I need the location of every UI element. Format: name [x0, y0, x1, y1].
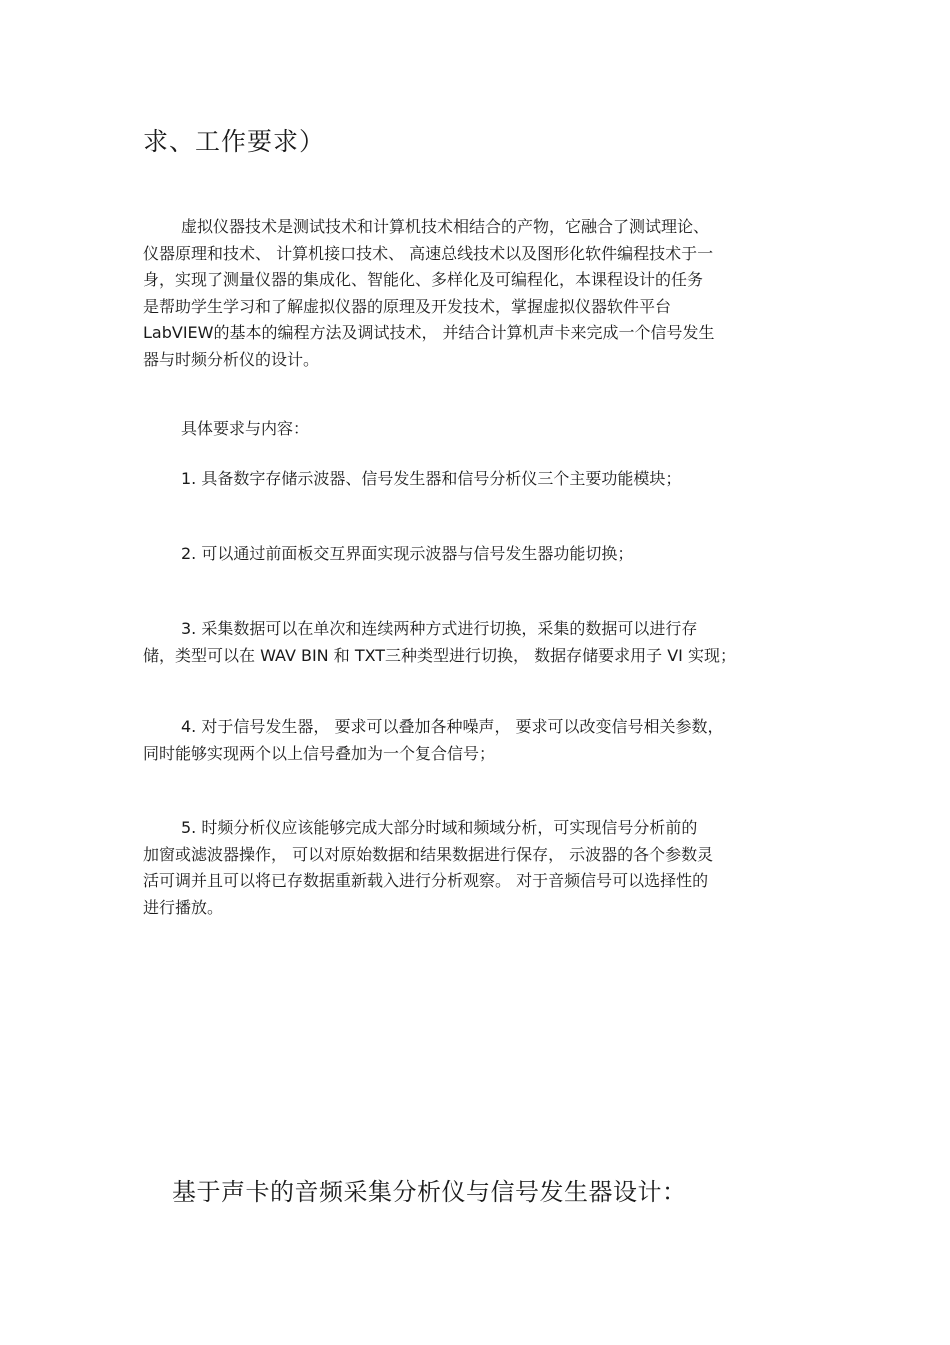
requirements-title [143, 416, 815, 443]
section-heading: 求、工作要求） [143, 127, 326, 156]
intro-line: 身，实现了测量仪器的集成化、智能化、多样化及可编程化，本课程设计的任务 [143, 270, 704, 289]
intro-line: 虚拟仪器技术是测试技术和计算机技术相结合的产物，它融合了测试理论、 [181, 217, 710, 236]
requirement-line: 活可调并且可以将已存数据重新载入进行分析观察。 对于音频信号可以选择性的 [143, 871, 709, 890]
requirement-item-3 [143, 616, 815, 669]
intro-line: 是帮助学生学习和了解虚拟仪器的原理及开发技术，掌握虚拟仪器软件平台 [143, 296, 672, 316]
requirement-line: 进行播放。 [143, 897, 224, 917]
requirement-item-2 [143, 541, 815, 568]
requirement-item-5 [143, 815, 815, 921]
requirement-line: 4. 对于信号发生器， 要求可以叠加各种噪声， 要求可以改变信号相关参数， [181, 717, 724, 736]
requirement-line: 5. 时频分析仪应该能够完成大部分时域和频域分析，可实现信号分析前的 [181, 818, 698, 837]
requirement-item-4 [143, 714, 815, 767]
requirement-line: 2. 可以通过前面板交互界面实现示波器与信号发生器功能切换； [181, 544, 634, 563]
requirement-line: 3. 采集数据可以在单次和连续两种方式进行切换，采集的数据可以进行存 [181, 619, 698, 638]
intro-line: 仪器原理和技术、 计算机接口技术、 高速总线技术以及图形化软件编程技术于一 [143, 243, 714, 263]
requirement-line: 加窗或滤波器操作， 可以对原始数据和结果数据进行保存， 示波器的各个参数灵 [143, 844, 714, 864]
requirements-title-text: 具体要求与内容： [181, 419, 310, 438]
requirement-line: 储，类型可以在 WAV BIN 和 TXT三种类型进行切换， 数据存储要求用子 VI 实现； [143, 645, 736, 665]
intro-line: 器与时频分析仪的设计。 [143, 349, 320, 369]
requirement-line: 同时能够实现两个以上信号叠加为一个复合信号； [143, 743, 496, 763]
requirement-line: 1. 具备数字存储示波器、信号发生器和信号分析仪三个主要功能模块； [181, 469, 682, 488]
intro-line: LabVIEW的基本的编程方法及调试技术， 并结合计算机声卡来完成一个信号发生 [143, 323, 715, 342]
requirement-item-1 [143, 466, 815, 493]
design-title-heading: 基于声卡的音频采集分析仪与信号发生器设计： [172, 1178, 687, 1206]
intro-paragraph [143, 214, 815, 373]
